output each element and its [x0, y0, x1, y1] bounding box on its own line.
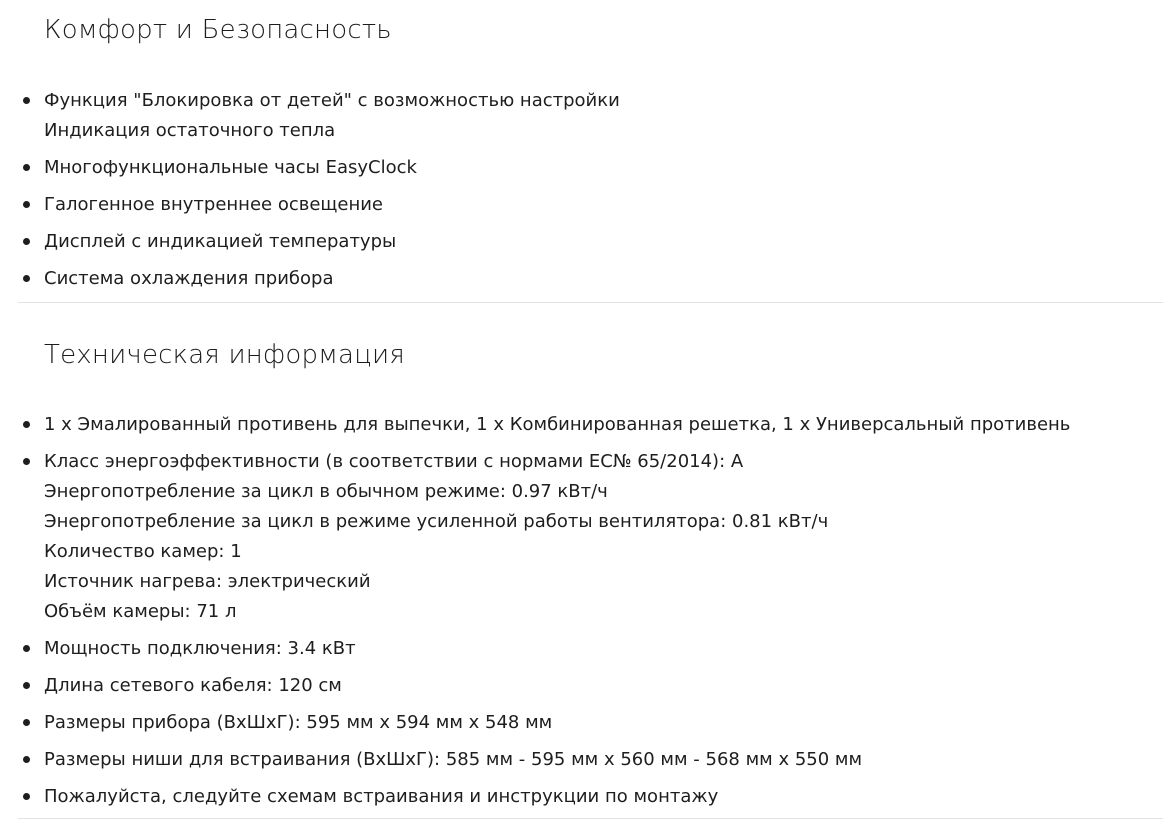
- list-item-text: Объём камеры: 71 л: [44, 601, 237, 622]
- list-item: [0, 671, 1070, 701]
- bullet-icon: [23, 458, 30, 465]
- list-item-text: Дисплей с индикацией температуры: [44, 231, 397, 252]
- list-item-text: 1 x Эмалированный противень для выпечки, 1 x Комбинированная решетка, 1 x Универсальный противень: [44, 414, 1071, 435]
- section-divider: [18, 818, 1163, 819]
- section-divider: [18, 302, 1163, 303]
- list-item-text: Пожалуйста, следуйте схемам встраивания и инструкции по монтажу: [44, 786, 719, 807]
- bullet-icon: [23, 793, 30, 800]
- list-item: [0, 634, 1070, 664]
- bullet-icon: [23, 164, 30, 171]
- bullet-icon: [23, 645, 30, 652]
- section-title-tech: Техническая информация: [44, 340, 405, 370]
- list-item: [0, 782, 1070, 812]
- list-item: [0, 86, 620, 146]
- list-item-text: Размеры прибора (ВxШxГ): 595 мм x 594 мм x 548 мм: [44, 712, 553, 733]
- bullet-icon: [23, 756, 30, 763]
- list-item: [0, 227, 620, 257]
- bullet-icon: [23, 97, 30, 104]
- list-item-text: Класс энергоэффективности (в соответствии с нормами EC№ 65/2014): A: [44, 451, 744, 472]
- list-item: [0, 153, 620, 183]
- bullet-icon: [23, 421, 30, 428]
- list-item-text: Индикация остаточного тепла: [44, 120, 336, 141]
- list-item-text: Количество камер: 1: [44, 541, 242, 562]
- technical-spec-list: [0, 410, 1070, 819]
- list-item: [0, 264, 620, 294]
- bullet-icon: [23, 238, 30, 245]
- bullet-icon: [23, 719, 30, 726]
- list-item-text: Многофункциональные часы EasyClock: [44, 157, 417, 178]
- list-item-text: Мощность подключения: 3.4 кВт: [44, 638, 356, 659]
- list-item: [0, 410, 1070, 440]
- list-item-text: Размеры ниши для встраивания (ВxШxГ): 585 мм - 595 мм x 560 мм - 568 мм x 550 мм: [44, 749, 863, 770]
- list-item: [0, 447, 1070, 627]
- list-item-text: Энергопотребление за цикл в режиме усиленной работы вентилятора: 0.81 кВт/ч: [44, 511, 829, 532]
- list-item: [0, 708, 1070, 738]
- list-item: [0, 190, 620, 220]
- list-item-text: Длина сетевого кабеля: 120 см: [44, 675, 342, 696]
- list-item: [0, 745, 1070, 775]
- list-item-text: Функция "Блокировка от детей" с возможностью настройки: [44, 90, 620, 111]
- bullet-icon: [23, 275, 30, 282]
- section-title-comfort: Комфорт и Безопасность: [44, 15, 392, 45]
- list-item-text: Источник нагрева: электрический: [44, 571, 371, 592]
- list-item-text: Галогенное внутреннее освещение: [44, 194, 383, 215]
- list-item-text: Энергопотребление за цикл в обычном режиме: 0.97 кВт/ч: [44, 481, 608, 502]
- comfort-feature-list: [0, 86, 620, 301]
- list-item-text: Система охлаждения прибора: [44, 268, 334, 289]
- bullet-icon: [23, 201, 30, 208]
- bullet-icon: [23, 682, 30, 689]
